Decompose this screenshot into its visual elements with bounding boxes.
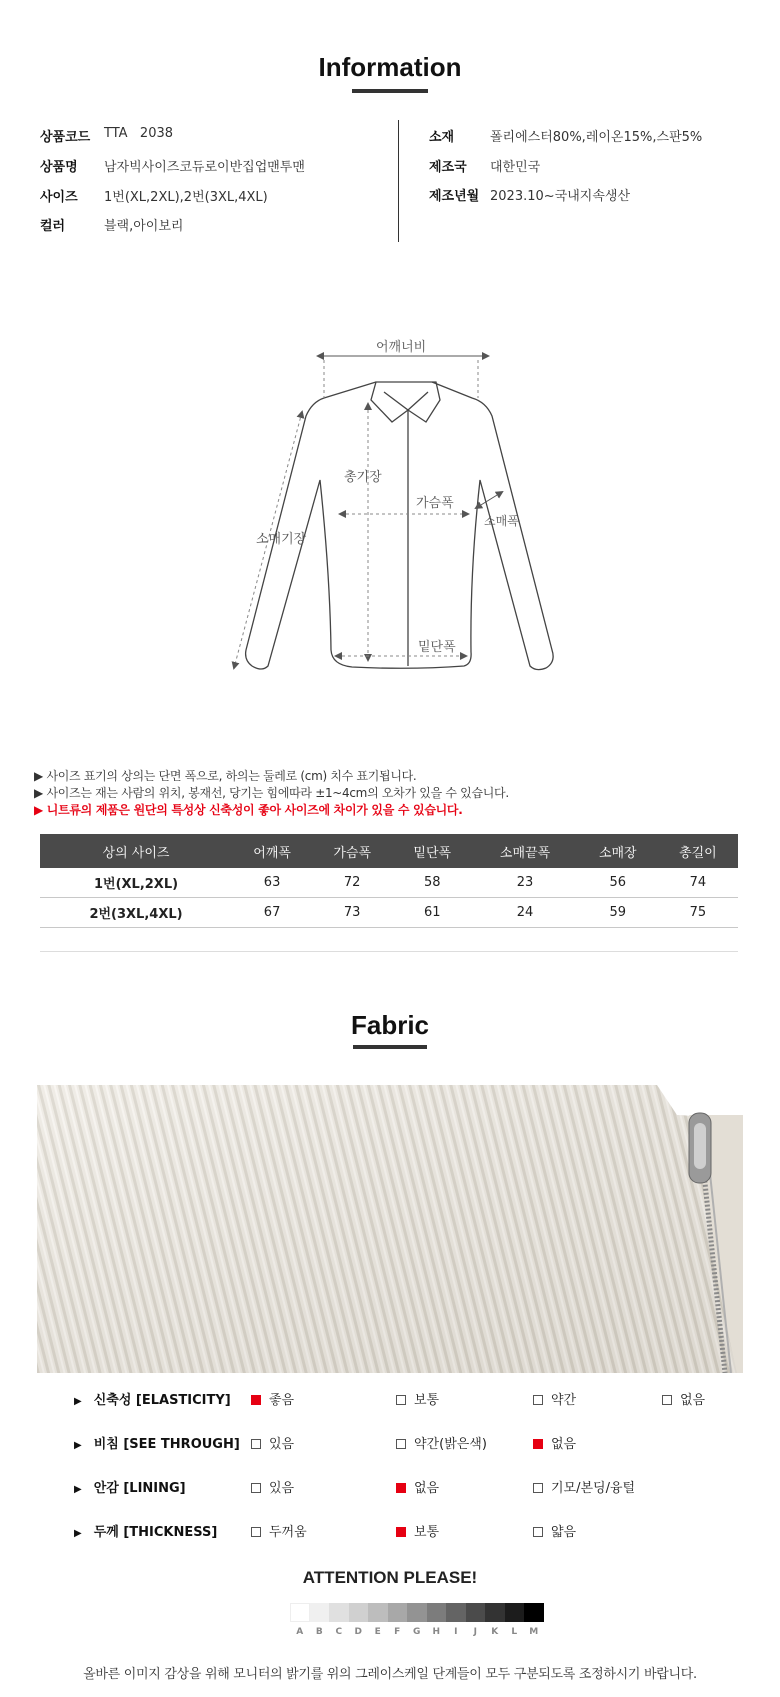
info-label-date: 제조년월 — [429, 189, 480, 204]
gray-letter: M — [529, 1627, 539, 1637]
gray-letter: G — [413, 1627, 421, 1637]
size-table — [40, 834, 738, 928]
option-slight[interactable]: 약간 — [533, 1389, 576, 1408]
table-cell: 67 — [232, 898, 312, 928]
size-notes — [34, 768, 509, 819]
table-row — [40, 898, 738, 928]
gray-step — [446, 1603, 466, 1622]
table-cell: 63 — [232, 868, 312, 898]
gray-letter: C — [335, 1627, 343, 1637]
info-value-name: 남자빅사이즈코듀로이반집업맨투맨 — [104, 160, 305, 175]
option-normal[interactable]: 보통 — [396, 1521, 439, 1540]
gray-step — [310, 1603, 330, 1622]
checkbox-checked[interactable] — [396, 1527, 406, 1537]
table-cell: 72 — [312, 868, 392, 898]
gray-step — [407, 1603, 427, 1622]
table-cell: 56 — [578, 868, 658, 898]
gray-letter: L — [511, 1627, 518, 1637]
option-thin[interactable]: 얇음 — [533, 1521, 576, 1540]
information-title: Information — [318, 52, 462, 82]
label-cuff: 소매폭 — [484, 514, 519, 528]
checkbox[interactable] — [662, 1395, 672, 1405]
gray-letter: K — [491, 1627, 499, 1637]
info-value-size: 1번(XL,2XL),2번(3XL,4XL) — [104, 190, 268, 205]
header-cell: 가슴폭 — [312, 834, 392, 868]
gray-step — [505, 1603, 525, 1622]
label-shoulder: 어깨너비 — [376, 340, 427, 355]
attr-row-lining — [74, 1477, 764, 1497]
section-divider — [40, 951, 738, 952]
header-cell: 어깨폭 — [232, 834, 312, 868]
option-none[interactable]: 없음 — [533, 1433, 576, 1452]
attr-label-lining: ▶ 안감 [LINING] — [74, 1481, 186, 1496]
info-label-material: 소재 — [429, 130, 455, 145]
label-length: 총기장 — [344, 470, 382, 485]
info-label-size: 사이즈 — [40, 190, 78, 205]
table-row — [40, 868, 738, 898]
gray-step — [485, 1603, 505, 1622]
header-cell: 소매끝폭 — [472, 834, 577, 868]
info-value-material: 폴리에스터80%,레이온15%,스판5% — [490, 130, 703, 145]
header-cell: 밑단폭 — [392, 834, 472, 868]
label-hem: 밑단폭 — [418, 640, 456, 655]
checkbox[interactable] — [533, 1527, 543, 1537]
option-fleece[interactable]: 기모/본딩/융털 — [533, 1477, 635, 1496]
gray-step — [368, 1603, 388, 1622]
grayscale-bar — [290, 1603, 544, 1622]
gray-step — [524, 1603, 544, 1622]
checkbox[interactable] — [251, 1527, 261, 1537]
option-yes[interactable]: 있음 — [251, 1477, 294, 1496]
option-good[interactable]: 좋음 — [251, 1389, 294, 1408]
header-cell: 총길이 — [658, 834, 738, 868]
triangle-right-icon: ▶ — [74, 1440, 82, 1451]
fabric-closeup-image — [37, 1085, 743, 1373]
info-label-name: 상품명 — [40, 160, 78, 175]
info-value-date: 2023.10~국내지속생산 — [490, 189, 630, 204]
info-divider — [398, 120, 399, 242]
triangle-right-icon: ▶ — [74, 1396, 82, 1407]
info-label-code: 상품코드 — [40, 130, 91, 145]
header-cell: 상의 사이즈 — [40, 834, 232, 868]
checkbox[interactable] — [396, 1439, 406, 1449]
label-chest: 가슴폭 — [416, 496, 454, 511]
attention-message: 올바른 이미지 감상을 위해 모니터의 밝기를 위의 그레이스케일 단계들이 모두 구분되도록 조정하시기 바랍니다. — [83, 1667, 697, 1682]
gray-step — [329, 1603, 349, 1622]
note-1: ▶ 사이즈 표기의 상의는 단면 폭으로, 하의는 둘레로 (cm) 치수 표기됩니다. — [34, 769, 417, 783]
attr-label-thickness: ▶ 두께 [THICKNESS] — [74, 1525, 218, 1540]
table-cell: 75 — [658, 898, 738, 928]
gray-letter: J — [473, 1627, 477, 1637]
gray-step — [427, 1603, 447, 1622]
fabric-title: Fabric — [350, 1010, 430, 1040]
gray-letter: A — [296, 1627, 304, 1637]
info-value-color: 블랙,아이보리 — [104, 219, 184, 234]
option-normal[interactable]: 보통 — [396, 1389, 439, 1408]
table-cell: 58 — [392, 868, 472, 898]
checkbox[interactable] — [533, 1483, 543, 1493]
gray-letter: B — [315, 1627, 323, 1637]
table-cell: 59 — [578, 898, 658, 928]
fabric-title-underline — [353, 1045, 427, 1049]
checkbox-checked[interactable] — [396, 1483, 406, 1493]
size-table-header — [40, 834, 738, 868]
checkbox[interactable] — [251, 1439, 261, 1449]
checkbox[interactable] — [533, 1395, 543, 1405]
info-value-country: 대한민국 — [490, 160, 541, 175]
table-cell: 1번(XL,2XL) — [40, 868, 232, 898]
info-label-color: 컬러 — [40, 219, 66, 234]
option-yes[interactable]: 있음 — [251, 1433, 294, 1452]
checkbox[interactable] — [396, 1395, 406, 1405]
gray-step — [388, 1603, 408, 1622]
option-none[interactable]: 없음 — [662, 1389, 705, 1408]
table-cell: 74 — [658, 868, 738, 898]
attr-row-elasticity — [74, 1389, 764, 1409]
note-3: ▶ 니트류의 제품은 원단의 특성상 신축성이 좋아 사이즈에 차이가 있을 수 있습니다. — [34, 803, 463, 817]
table-cell: 2번(3XL,4XL) — [40, 898, 232, 928]
gray-letter: D — [354, 1627, 362, 1637]
garment-measurement-diagram — [0, 320, 780, 700]
triangle-right-icon: ▶ — [74, 1528, 82, 1539]
grayscale-letters — [290, 1627, 544, 1637]
attr-row-see-through — [74, 1433, 764, 1453]
gray-letter: I — [454, 1627, 458, 1637]
attr-row-thickness — [74, 1521, 764, 1541]
label-sleeve: 소매기장 — [256, 532, 307, 547]
info-value-code: TTA 2038 — [104, 126, 174, 141]
option-none[interactable]: 없음 — [396, 1477, 439, 1496]
gray-letter: H — [432, 1627, 441, 1637]
gray-step — [290, 1603, 310, 1622]
attr-label-elasticity: ▶ 신축성 [ELASTICITY] — [74, 1393, 231, 1408]
gray-letter: E — [374, 1627, 381, 1637]
information-title-underline — [352, 89, 428, 93]
table-cell: 73 — [312, 898, 392, 928]
table-cell: 61 — [392, 898, 472, 928]
gray-step — [349, 1603, 369, 1622]
option-slight-light[interactable]: 약간(밝은색) — [396, 1433, 487, 1452]
triangle-right-icon: ▶ — [74, 1484, 82, 1495]
header-cell: 소매장 — [578, 834, 658, 868]
gray-step — [466, 1603, 486, 1622]
info-label-country: 제조국 — [429, 160, 467, 175]
note-2: ▶ 사이즈는 재는 사람의 위치, 봉재선, 당기는 힘에따라 ±1~4cm의 오차가 있을 수 있습니다. — [34, 786, 509, 800]
table-cell: 23 — [472, 868, 577, 898]
option-thick[interactable]: 두꺼움 — [251, 1521, 307, 1540]
checkbox-checked[interactable] — [251, 1395, 261, 1405]
table-cell: 24 — [472, 898, 577, 928]
gray-letter: F — [394, 1627, 401, 1637]
checkbox-checked[interactable] — [533, 1439, 543, 1449]
checkbox[interactable] — [251, 1483, 261, 1493]
attention-title: ATTENTION PLEASE! — [302, 1568, 478, 1587]
attr-label-see-through: ▶ 비침 [SEE THROUGH] — [74, 1437, 240, 1452]
